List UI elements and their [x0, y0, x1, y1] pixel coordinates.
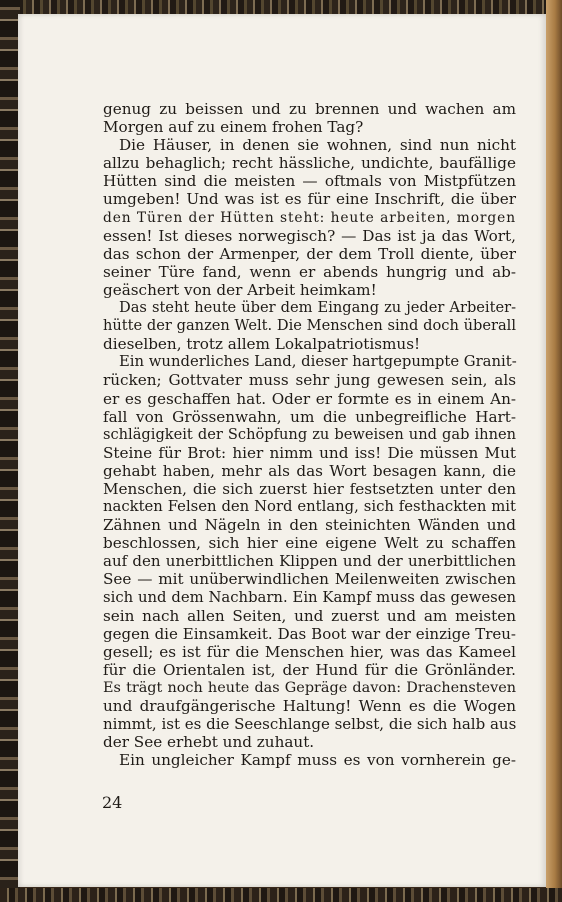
text-line: Ein ungleicher Kampf muss es von vornherein ge- — [119, 751, 516, 770]
text-line: sein nach allen Seiten, und zuerst und am meisten — [103, 606, 516, 625]
book-page — [18, 14, 546, 887]
text-line: Das steht heute über dem Eingang zu jeder Arbeiter- — [119, 299, 516, 317]
text-line: sich und dem Nachbarn. Ein Kampf muss das gewesen — [103, 588, 516, 606]
text-line: Es trägt noch heute das Gepräge davon: Drachensteven — [103, 680, 516, 696]
text-line: See — mit unüberwindlichen Meilenweiten zwischen — [103, 570, 516, 589]
text-line: geäschert von der Arbeit heimkam! — [103, 280, 377, 299]
text-line: nimmt, ist es die Seeschlange selbst, die sich halb aus — [103, 715, 517, 734]
text-line: genug zu beissen und zu brennen und wachen am — [103, 100, 516, 118]
book-cover-right-edge — [546, 0, 562, 902]
text-line: gesell; es ist für die Menschen hier, was das Kameel — [103, 642, 516, 661]
text-line: hütte der ganzen Welt. Die Menschen sind doch überall — [103, 317, 516, 335]
text-line: dieselben, trotz allem Lokalpatriotismus! — [103, 335, 421, 354]
text-line: rücken; Gottvater muss sehr jung gewesen sein, als — [103, 371, 516, 390]
text-line: der See erhebt und zuhaut. — [103, 733, 315, 752]
text-line: Zähnen und Nägeln in den steinichten Wänden und — [103, 516, 516, 535]
text-line: für die Orientalen ist, der Hund für die Grönländer. — [103, 660, 516, 679]
page-number: 24 — [102, 793, 123, 812]
text-line: umgeben! Und was ist es für eine Inschrift, die über — [103, 190, 516, 209]
text-line: Hütten sind die meisten — oftmals von Mistpfützen — [103, 172, 516, 191]
text-line: beschlossen, sich hier eine eigene Welt zu schaffen — [103, 534, 516, 553]
text-line: allzu behaglich; recht hässliche, undichte, baufällige — [103, 154, 516, 173]
text-line: Die Häuser, in denen sie wohnen, sind nun nicht — [119, 136, 516, 155]
text-line: den Türen der Hütten steht: heute arbeiten, morgen — [103, 209, 516, 226]
text-line: das schon der Armenper, der dem Troll diente, über — [103, 244, 516, 263]
book-binding-left — [0, 0, 20, 902]
text-line: Ein wunderliches Land, dieser hartgepumpte Granit- — [119, 353, 517, 371]
page-text — [103, 100, 516, 769]
text-line: und draufgängerische Haltung! Wenn es die Wogen — [103, 697, 516, 716]
text-line: fall von Grössenwahn, um die unbegreifliche Hart- — [103, 407, 516, 426]
text-line: Menschen, die sich zuerst hier festsetzten unter den — [103, 479, 516, 498]
text-line: Steine für Brot: hier nimm und iss! Die müssen Mut — [103, 443, 516, 462]
text-line: gehabt haben, mehr als das Wort besagen kann, die — [103, 461, 516, 480]
text-line: essen! Ist dieses norwegisch? — Das ist ja das Wort, — [103, 226, 516, 245]
text-line: schlägigkeit der Schöpfung zu beweisen und gab ihnen — [103, 425, 516, 443]
text-line: auf den unerbittlichen Klippen und der unerbittlichen — [103, 552, 516, 571]
text-line: er es geschaffen hat. Oder er formte es in einem An- — [103, 389, 516, 408]
text-line: nackten Felsen den Nord entlang, sich festhackten mit — [103, 498, 516, 516]
text-line: gegen die Einsamkeit. Das Boot war der einzige Treu- — [103, 624, 516, 643]
book-bottom-edge — [0, 888, 562, 902]
text-line: seiner Türe fand, wenn er abends hungrig und ab- — [103, 262, 516, 281]
text-line: Morgen auf zu einem frohen Tag? — [103, 118, 364, 137]
